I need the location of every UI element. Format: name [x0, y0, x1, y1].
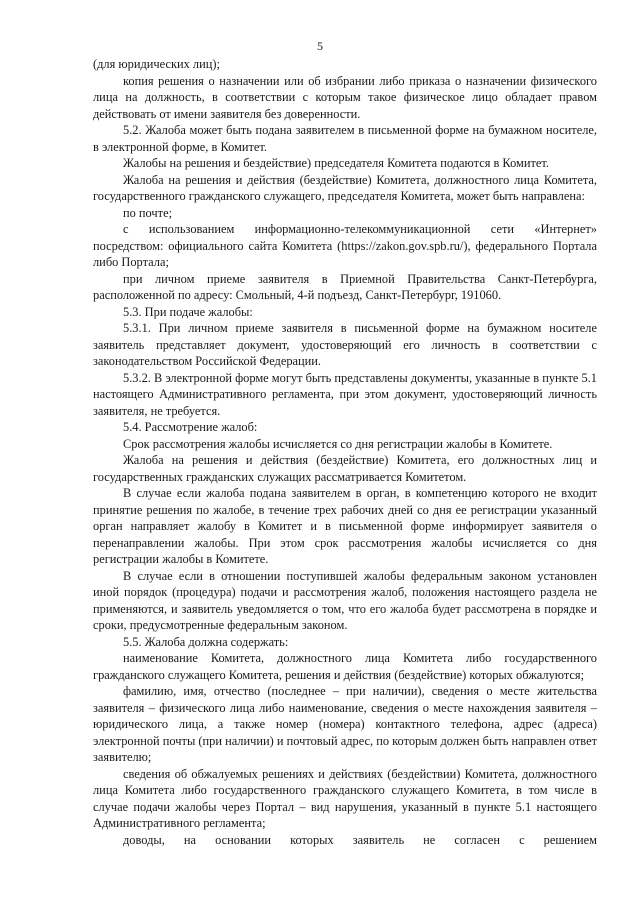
paragraph: 5.5. Жалоба должна содержать: [123, 634, 289, 649]
paragraph: Срок рассмотрения жалобы исчисляется со дня регистрации жалобы в Комитете. [123, 436, 553, 451]
paragraph: доводы, на основании которых заявитель не согласен с решением [123, 832, 597, 847]
paragraph: сведения об обжалуемых решениях и действиях (бездействии) Комитета, должностного лица Комитета либо государственного гражданского служащего Комитета, в том числе в случае подачи жалобы через Портал – вид нарушения, указанный в пункте 5.1 настоящего Административного регламента; [93, 766, 597, 830]
paragraph: наименование Комитета, должностного лица Комитета либо государственного гражданского служащего Комитета, решения и действия (бездействие) которых обжалуются; [93, 651, 597, 682]
paragraph: с использованием информационно-телекоммуникационной сети «Интернет» посредством: официального сайта Комитета (https://zakon.gov.spb.ru/), федерального Портала либо Портала; [93, 222, 597, 269]
document-body [93, 56, 597, 865]
paragraph: 5.3.2. В электронной форме могут быть представлены документы, указанные в пункте 5.1 настоящего Административного регламента, при этом документ, удостоверяющий личность заявителя, не требуется. [93, 370, 598, 418]
page-number: 5 [317, 39, 323, 53]
paragraph: Жалоба на решения и действия (бездействие) Комитета, его должностных лиц и государственных гражданских служащих рассматривается Комитетом. [93, 453, 597, 484]
paragraph: при личном приеме заявителя в Приемной Правительства Санкт-Петербурга, расположенной по адресу: Смольный, 4-й подъезд, Санкт-Петербург, 191060. [93, 271, 597, 302]
paragraph: фамилию, имя, отчество (последнее – при наличии), сведения о месте жительства заявителя – физического лица либо наименование, сведения о месте нахождения заявителя – юридического лица, а также номер (номера) контактного телефона, адрес (адреса) электронной почты (при наличии) и почтовый адрес, по которым должен быть направлен ответ заявителю; [93, 684, 597, 764]
paragraph: 5.3. При подаче жалобы: [123, 304, 253, 319]
paragraph: Жалобы на решения и бездействие) председателя Комитета подаются в Комитет. [123, 156, 550, 170]
paragraph: (для юридических лиц); [93, 57, 220, 71]
paragraph: 5.4. Рассмотрение жалоб: [123, 420, 258, 434]
paragraph: 5.2. Жалоба может быть подана заявителем в письменной форме на бумажном носителе, в электронной форме, в Комитет. [93, 123, 597, 154]
paragraph: Жалоба на решения и действия (бездействие) Комитета, должностного лица Комитета, государственного гражданского служащего, председателя Комитета, может быть направлена: [93, 172, 597, 203]
paragraph: копия решения о назначении или об избрании либо приказа о назначении физического лица на должность, в соответствии с которым такое физическое лицо обладает правом действовать от имени заявителя без доверенности. [93, 73, 597, 121]
paragraph: В случае если в отношении поступившей жалобы федеральным законом установлен иной порядок (процедура) подачи и рассмотрения жалоб, положения настоящего раздела не применяются, и заявитель уведомляется о том, что его жалоба будет рассмотрена в порядке и сроки, предусмотренные федеральным законом. [93, 568, 597, 632]
paragraph: по почте; [123, 205, 173, 220]
paragraph: В случае если жалоба подана заявителем в орган, в компетенцию которого не входит принятие решения по жалобе, в течение трех рабочих дней со дня ее регистрации указанный орган направляет жалобу в Комитет и в письменной форме информирует заявителя о перенаправлении жалобы. При этом срок рассмотрения жалобы исчисляется со дня регистрации жалобы в Комитете. [93, 486, 597, 566]
paragraph: 5.3.1. При личном приеме заявителя в письменной форме на бумажном носителе заявитель представляет документ, удостоверяющий его личность в соответствии с законодательством Российской Федерации. [93, 321, 597, 368]
